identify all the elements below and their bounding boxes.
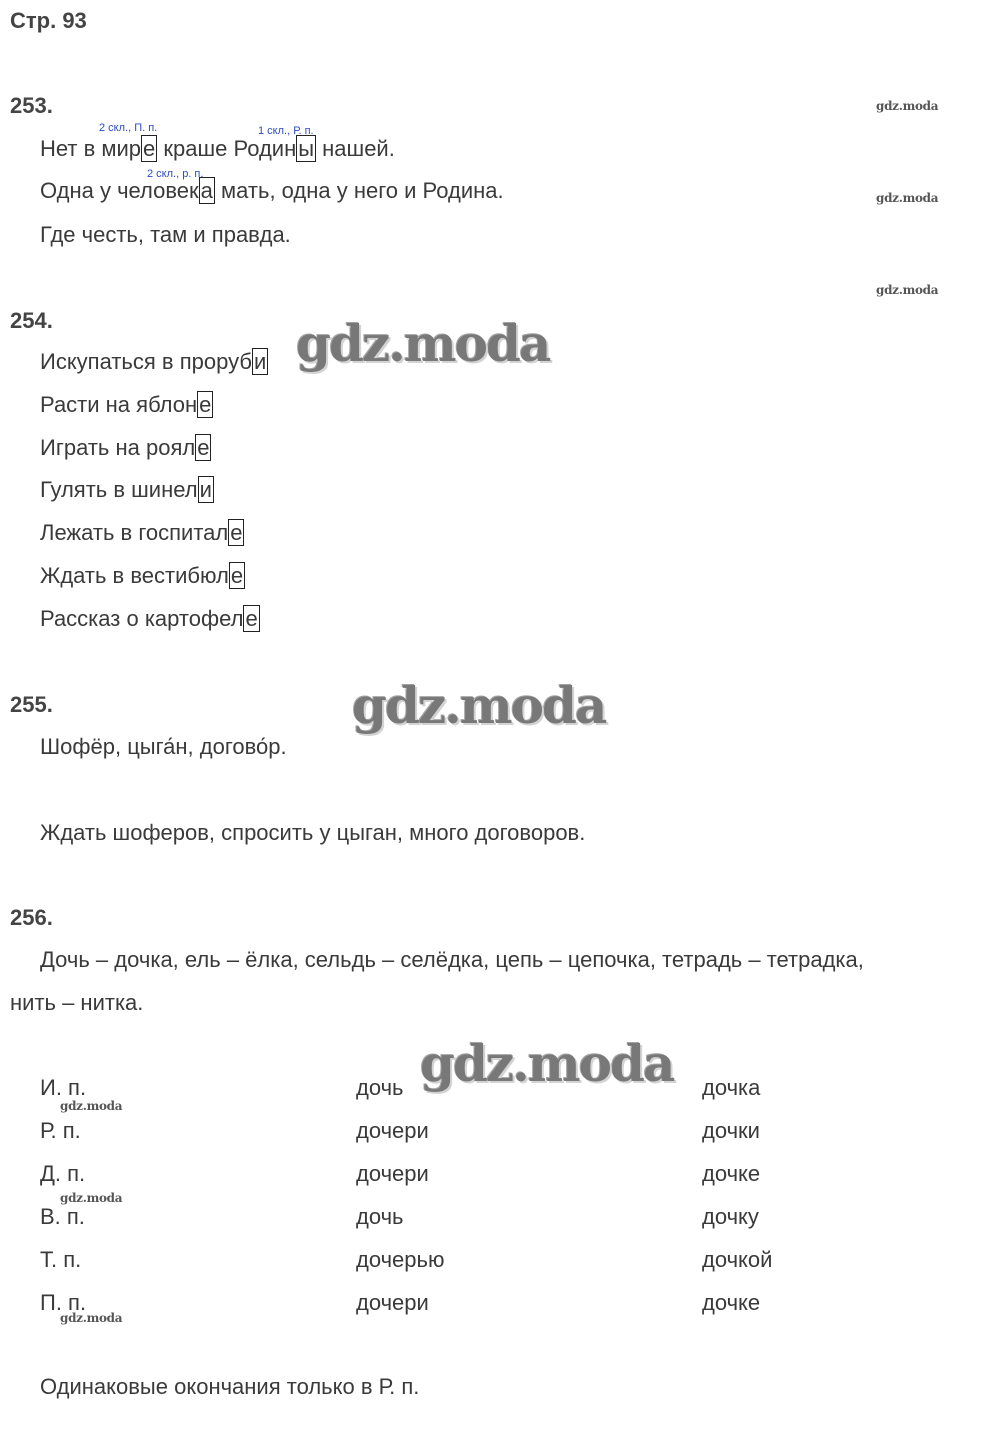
item-stem: Играть на роял bbox=[40, 435, 196, 460]
item-stem: Ждать в вестибюл bbox=[40, 563, 229, 588]
case-label: Р. п. bbox=[40, 1118, 81, 1143]
watermark-small: gdz.moda bbox=[60, 1191, 123, 1205]
page-title: Стр. 93 bbox=[10, 8, 87, 33]
ending-box: е bbox=[230, 520, 243, 545]
watermark-large: gdz.moda bbox=[296, 314, 550, 373]
item-stem: Рассказ о картофел bbox=[40, 606, 244, 631]
watermark-large: gdz.moda bbox=[352, 676, 606, 735]
declension-form: дочки bbox=[702, 1118, 760, 1143]
declension-form: дочери bbox=[356, 1161, 429, 1186]
ending-box: и bbox=[253, 349, 267, 374]
case-label: В. п. bbox=[40, 1204, 85, 1229]
case-label: Д. п. bbox=[40, 1161, 86, 1186]
task-255-number: 255. bbox=[10, 692, 53, 717]
ending-box: е bbox=[143, 136, 156, 161]
item-stem: Расти на яблон bbox=[40, 392, 198, 417]
task-254-item bbox=[40, 477, 214, 503]
task-253-line-2 bbox=[40, 178, 504, 204]
item-stem: Лежать в госпитал bbox=[40, 520, 229, 545]
task-256-paragraph-line-2: нить – нитка. bbox=[10, 990, 144, 1015]
ending-box: а bbox=[200, 178, 213, 203]
declension-form: дочку bbox=[702, 1204, 759, 1229]
case-label: П. п. bbox=[40, 1290, 87, 1315]
grammar-note-2: 1 скл., Р. п. bbox=[258, 125, 314, 137]
task-253-line-3: Где честь, там и правда. bbox=[40, 222, 291, 247]
declension-form: дочерью bbox=[356, 1247, 445, 1272]
declension-form: дочкой bbox=[702, 1247, 773, 1272]
watermark-small: gdz.moda bbox=[60, 1099, 123, 1113]
ending-box: и bbox=[199, 477, 212, 502]
watermark-small: gdz.moda bbox=[60, 1311, 123, 1325]
task-253-number: 253. bbox=[10, 93, 53, 118]
line-text: Нет в мир bbox=[40, 136, 142, 161]
line-text: мать, одна у него и Родина. bbox=[214, 178, 504, 203]
ending-box: е bbox=[199, 392, 212, 417]
watermark-small: gdz.moda bbox=[876, 283, 939, 297]
task-254-item bbox=[40, 392, 213, 418]
ending-box: е bbox=[245, 606, 258, 631]
grammar-note-3: 2 скл., р. п. bbox=[147, 168, 204, 180]
line-text: краше Родин bbox=[157, 136, 297, 161]
line-text: нашей. bbox=[316, 136, 395, 161]
task-254-item bbox=[40, 349, 268, 375]
declension-form: дочь bbox=[356, 1204, 404, 1229]
watermark-small: gdz.moda bbox=[876, 191, 939, 205]
task-256-conclusion: Одинаковые окончания только в Р. п. bbox=[40, 1374, 420, 1399]
ending-box: е bbox=[230, 563, 244, 588]
declension-form: дочь bbox=[356, 1075, 404, 1100]
ending-box: е bbox=[197, 435, 210, 460]
watermark-large: gdz.moda bbox=[420, 1034, 674, 1093]
task-254-item bbox=[40, 606, 260, 632]
task-254-number: 254. bbox=[10, 308, 53, 333]
task-254-item bbox=[40, 435, 211, 461]
declension-form: дочке bbox=[702, 1161, 761, 1186]
case-label: И. п. bbox=[40, 1075, 87, 1100]
task-254-item bbox=[40, 563, 245, 589]
item-stem: Гулять в шинел bbox=[40, 477, 198, 502]
task-256-number: 256. bbox=[10, 905, 53, 930]
case-label: Т. п. bbox=[40, 1247, 82, 1272]
task-256-paragraph-line-1: Дочь – дочка, ель – ёлка, сельдь – селёдка, цепь – цепочка, тетрадь – тетрадка, bbox=[40, 947, 864, 972]
grammar-note-1: 2 скл., П. п. bbox=[99, 122, 158, 134]
declension-form: дочери bbox=[356, 1290, 429, 1315]
task-253-line-1 bbox=[40, 136, 395, 162]
item-stem: Искупаться в проруб bbox=[40, 349, 252, 374]
declension-form: дочке bbox=[702, 1290, 761, 1315]
line-text: Одна у человек bbox=[40, 178, 199, 203]
ending-box: ы bbox=[298, 136, 315, 161]
declension-form: дочка bbox=[702, 1075, 761, 1100]
task-255-line-1: Шофёр, цыга́н, догово́р. bbox=[40, 734, 287, 759]
task-255-line-2: Ждать шоферов, спросить у цыган, много договоров. bbox=[40, 820, 586, 845]
watermark-small: gdz.moda bbox=[876, 99, 939, 113]
task-254-item bbox=[40, 520, 244, 546]
declension-form: дочери bbox=[356, 1118, 429, 1143]
